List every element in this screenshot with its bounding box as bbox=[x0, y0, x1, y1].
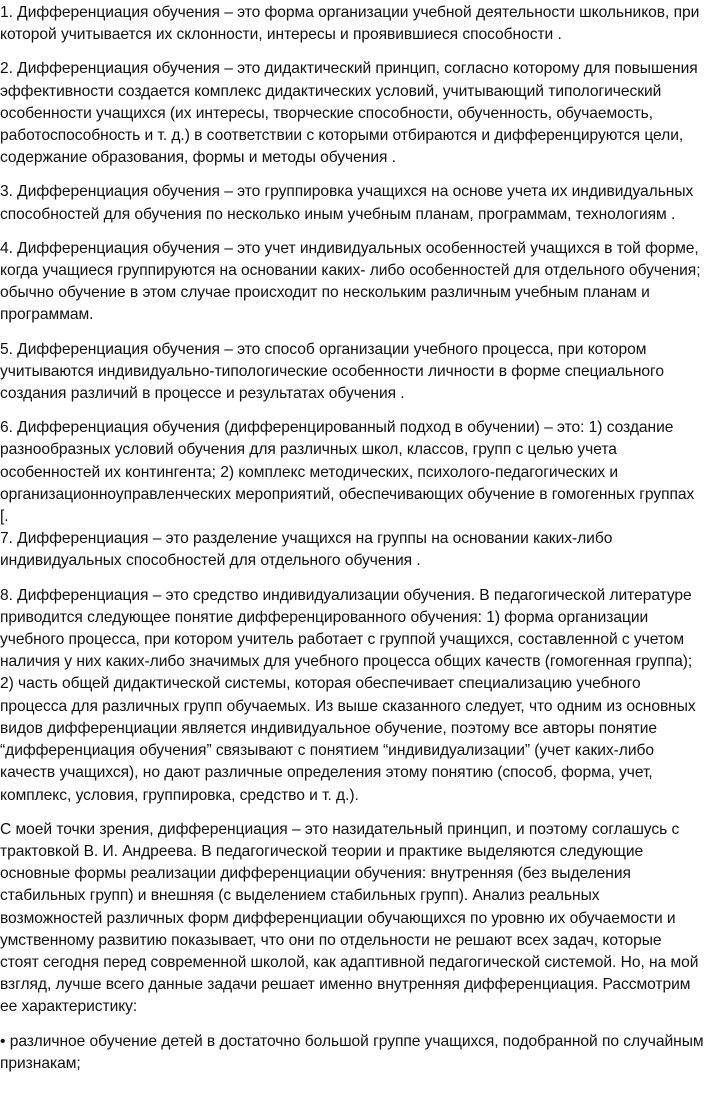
paragraph-6: 6. Дифференциация обучения (дифференцированный подход в обучении) – это: 1) создание разнообразных условий обучения для различных школ, классов, групп с целью учета особенностей их контингента; 2) комплекс методических, психолого-педагогических и организационноуправленческих мероприятий, обеспечивающих обучение в гомогенных группах [. bbox=[0, 419, 695, 526]
paragraph-gap bbox=[0, 807, 704, 819]
paragraph-9: С моей точки зрения, дифференциация – это назидательный принцип, и поэтому соглашусь с трактовкой В. И. Андреева. В педагогической теории и практике выделяются следующие основные формы реализации дифференциации обучения: внутренняя (без выделения стабильных групп) и внешняя (с выделением стабильных групп). Анализ реальных возможностей различных форм дифференциации обучающихся по уровню их обучаемости и умственному развитию показывает, что они по отдельности не решают всех задач, которые стоят сегодня перед современной школой, как адаптивной педагогической системой. Но, на мой взгляд, лучше всего данные задачи решает именно внутренняя дифференциация. Рассмотрим ее характеристику: bbox=[0, 820, 699, 1016]
paragraph-5: 5. Дифференциация обучения – это способ организации учебного процесса, при котором учитываются индивидуально-типологические особенности личности в форме специального создания различий в процессе и результатах обучения . bbox=[0, 340, 664, 403]
paragraph-7: 7. Дифференциация – это разделение учащихся на группы на основании каких-либо индивидуальных способностей для отдельного обучения . bbox=[0, 530, 613, 570]
paragraph-gap bbox=[0, 405, 704, 417]
paragraph-gap bbox=[0, 169, 704, 181]
paragraph-8: 8. Дифференциация – это средство индивидуализации обучения. В педагогической литературе приводится следующее понятие дифференцированного обучения: 1) форма организации учебного процесса, при котором учитель работает с группой учащихся, составленной с учетом наличия у них каких-либо значимых для учебного процесса общих качеств (гомогенная группа); 2) часть общей дидактической системы, которая обеспечивает специализацию учебного процесса для различных групп обучаемых. Из выше сказанного следует, что одним из основных видов дифференциации является индивидуальное обучение, поэтому все авторы понятие “дифференциация обучения” связывают с понятием “индивидуализации” (учет каких-либо качеств учащихся), но дают различные определения этому понятию (способ, форма, учет, комплекс, условия, группировка, средство и т. д.). bbox=[0, 586, 696, 804]
paragraph-gap bbox=[0, 327, 704, 339]
paragraph-1: 1. Дифференциация обучения – это форма организации учебной деятельности школьников, при которой учитывается их склонности, интересы и проявившиеся способности . bbox=[0, 4, 700, 44]
bullet-item-1: • различное обучение детей в достаточно большой группе учащихся, подобранной по случайным признакам; bbox=[0, 1032, 704, 1072]
paragraph-3: 3. Дифференциация обучения – это группировка учащихся на основе учета их индивидуальных способностей для обучения по несколько иным учебным планам, программам, технологиям . bbox=[0, 183, 694, 223]
paragraph-gap bbox=[0, 46, 704, 58]
paragraph-2: 2. Дифференциация обучения – это дидактический принцип, согласно которому для повышения эффективности создается комплекс дидактических условий, учитывающий типологический особенности учащихся (их интересы, творческие способности, обученность, обучаемость, работоспособность и т. д.) в соответствии с которыми отбираются и дифференцируются цели, содержание образования, формы и методы обучения . bbox=[0, 60, 698, 167]
paragraph-gap bbox=[0, 226, 704, 238]
paragraph-4: 4. Дифференциация обучения – это учет индивидуальных особенностей учащихся в той форме, когда учащиеся группируются на основании каких- либо особенностей для отдельного обучения; обычно обучение в этом случае происходит по нескольким различным учебным планам и программам. bbox=[0, 239, 701, 324]
paragraph-gap bbox=[0, 1019, 704, 1031]
paragraph-gap bbox=[0, 573, 704, 585]
